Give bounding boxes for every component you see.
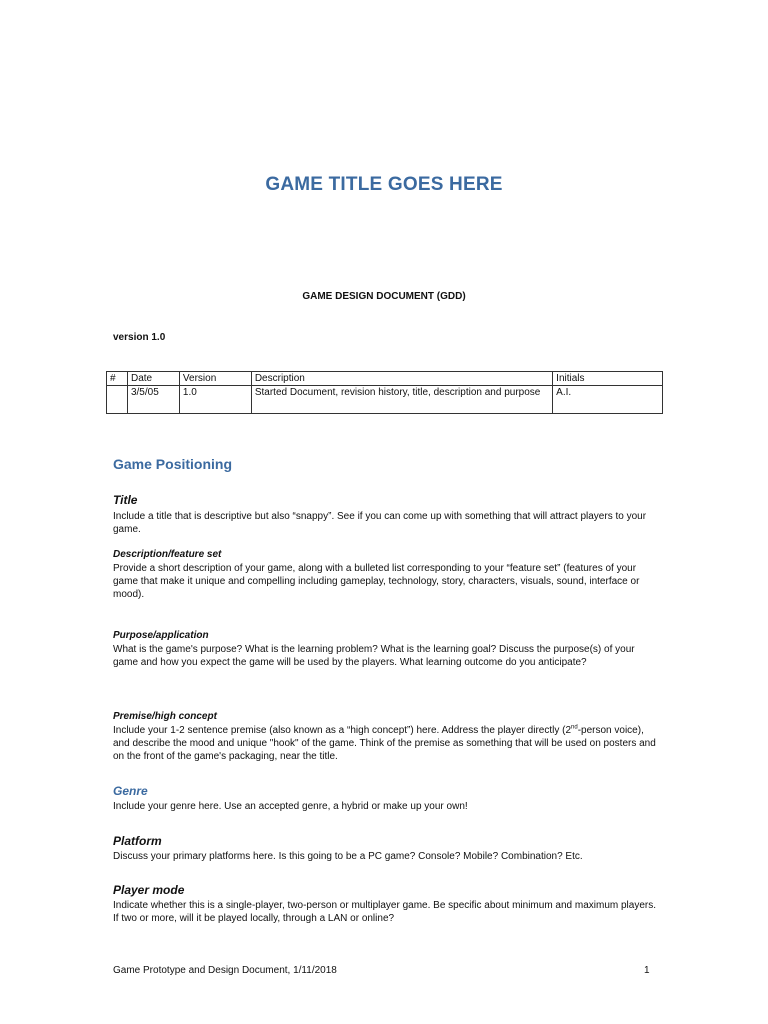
title-text: Include a title that is descriptive but also “snappy”. See if you can come up with something that will attract players to your game. [113,511,647,536]
footer-text: Game Prototype and Design Document, 1/11/2018 [113,965,337,976]
description-text: Provide a short description of your game, along with a bulleted list corresponding to your “feature set” (features of your game that make it unique and compelling including gameplay, technology, story, characters, visuals, sound, interface or mood). [113,563,640,601]
premise-superscript: nd [571,724,578,731]
premise-heading: Premise/high concept [113,711,217,722]
cell-version: 1.0 [179,386,251,414]
premise-text [113,724,658,764]
section-heading-game-positioning: Game Positioning [113,456,233,472]
cell-initials: A.I. [553,386,663,414]
header-cell-version: Version [179,372,251,386]
cell-description: Started Document, revision history, title, description and purpose [251,386,552,414]
table-header-row [107,372,663,386]
header-cell-initials: Initials [553,372,663,386]
description-heading: Description/feature set [113,549,222,560]
platform-text: Discuss your primary platforms here. Is this going to be a PC game? Console? Mobile? Combination? Etc. [113,851,583,862]
premise-text-end: -person voice), and describe the mood and unique "hook" of the game. Think of the premise as something that will be used on posters and on the front of the game's packaging, near the title. [113,725,656,763]
document-subtitle: GAME DESIGN DOCUMENT (GDD) [302,291,466,302]
title-heading: Title [113,493,138,507]
header-cell-number: # [107,372,128,386]
premise-text-start: Include your 1-2 sentence premise (also known as a “high concept”) here. Address the player directly (2 [113,725,572,736]
cell-number [107,386,128,414]
revision-table [106,371,663,414]
genre-text: Include your genre here. Use an accepted genre, a hybrid or make up your own! [113,801,468,812]
version-label: version 1.0 [113,332,166,343]
page-number: 1 [644,965,650,976]
game-title: GAME TITLE GOES HERE [265,174,503,195]
header-cell-description: Description [251,372,552,386]
player-mode-heading: Player mode [113,883,185,897]
platform-heading: Platform [113,834,162,848]
cell-date: 3/5/05 [127,386,179,414]
genre-heading: Genre [113,784,148,798]
player-mode-text: Indicate whether this is a single-player, two-person or multiplayer game. Be specific about minimum and maximum players. If two or more, will it be played locally, through a LAN or online? [113,900,657,925]
table-row [107,386,663,414]
purpose-heading: Purpose/application [113,630,209,641]
purpose-text: What is the game's purpose? What is the learning problem? What is the learning goal? Discuss the purpose(s) of your game and how you expect the game will be used by the players. What learning outcome do you anticipate? [113,644,635,669]
header-cell-date: Date [127,372,179,386]
